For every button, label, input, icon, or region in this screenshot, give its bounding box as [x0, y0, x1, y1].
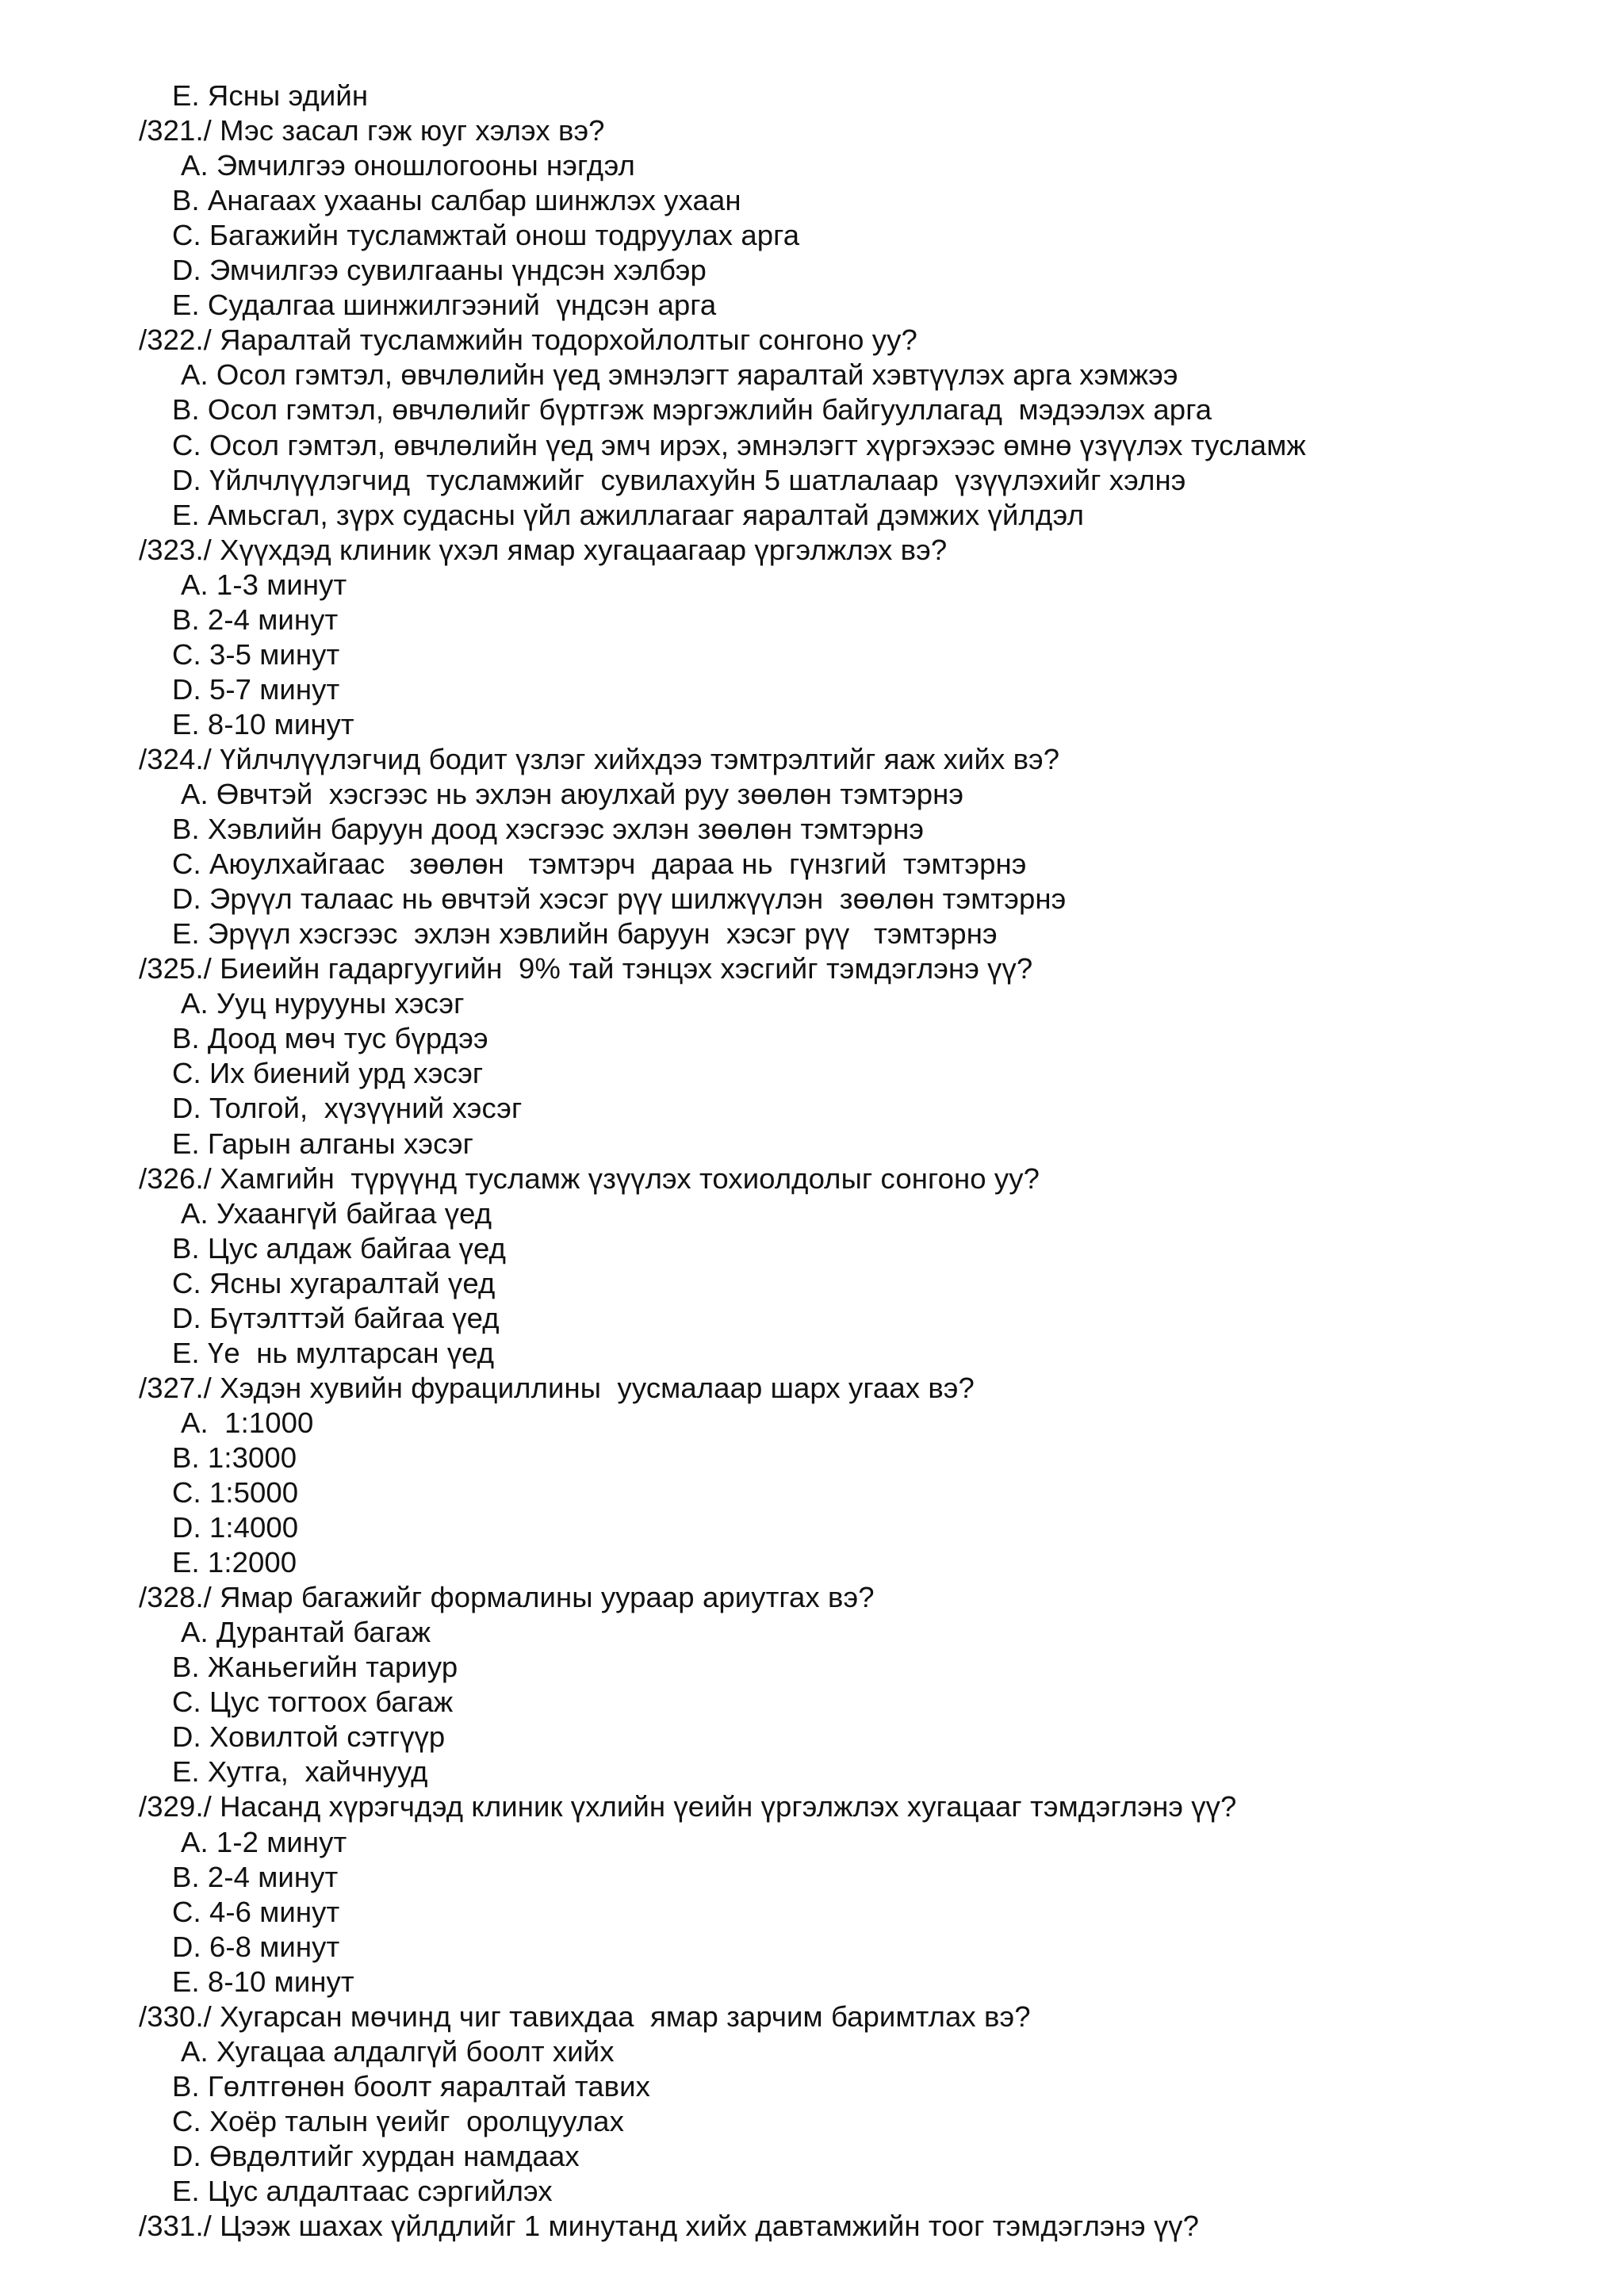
question-stem: /329./ Насанд хүрэгчдэд клиник үхлийн үеийн үргэлжлэх хугацааг тэмдэглэнэ үү?	[139, 1790, 1237, 1823]
question-stem: /326./ Хамгийн түрүүнд тусламж үзүүлэх тохиолдолыг сонгоно уу?	[139, 1161, 1040, 1195]
option-c: C. Их биений урд хэсэг	[172, 1057, 484, 1090]
option-d: D. Эмчилгээ сувилгааны үндсэн хэлбэр	[172, 254, 707, 287]
option-b: B. Жаньегийн тариур	[172, 1651, 458, 1684]
option-c: C. 1:5000	[172, 1476, 299, 1509]
option-c: C. Цус тогтоох багаж	[172, 1686, 454, 1719]
option-e: E. 1:2000	[172, 1546, 297, 1579]
option-b: B. Доод мөч тус бүрдээ	[172, 1022, 488, 1055]
option-b: B. Хэвлийн баруун доод хэсгээс эхлэн зөөлөн тэмтэрнэ	[172, 813, 925, 846]
option-e: E. Үе нь мултарсан үед	[172, 1336, 495, 1369]
option-c: C. Осол гэмтэл, өвчлөлийн үед эмч ирэх, эмнэлэгт хүргэхээс өмнө үзүүлэх тусламж	[172, 428, 1306, 461]
option-b: B. Осол гэмтэл, өвчлөлийг бүртгэж мэргэжлийн байгууллагад мэдээлэх арга	[172, 393, 1212, 427]
question-stem: /327./ Хэдэн хувийн фурациллины уусмалаар шарх угаах вэ?	[139, 1371, 975, 1404]
question-stem: /328./ Ямар багажийг формалины уураар ариутгах вэ?	[139, 1581, 875, 1614]
option-a: A. Дурантай багаж	[181, 1616, 431, 1649]
option-e: E. Ясны эдийн	[172, 79, 369, 112]
option-e: E. Амьсгал, зүрх судасны үйл ажиллагааг яаралтай дэмжих үйлдэл	[172, 498, 1084, 531]
option-b: B. Анагаах ухааны салбар шинжлэх ухаан	[172, 184, 741, 217]
question-stem: /330./ Хугарсан мөчинд чиг тавихдаа ямар зарчим баримтлах вэ?	[139, 1999, 1031, 2033]
option-c: C. Аюулхайгаас зөөлөн тэмтэрч дараа нь гүнзгий тэмтэрнэ	[172, 848, 1027, 881]
option-b: B. 2-4 минут	[172, 1860, 339, 1893]
question-stem: /324./ Үйлчлүүлэгчид бодит үзлэг хийхдээ тэмтрэлтийг яаж хийх вэ?	[139, 742, 1060, 775]
option-a: A. 1-3 минут	[181, 568, 347, 601]
option-a: A. Ухаангүй байгаа үед	[181, 1196, 492, 1230]
option-d: D. Ховилтой сэтгүүр	[172, 1720, 446, 1754]
option-d: D. Эрүүл талаас нь өвчтэй хэсэг рүү шилжүүлэн зөөлөн тэмтэрнэ	[172, 882, 1067, 916]
option-b: B. Гөлтгөнөн боолт яаралтай тавих	[172, 2069, 650, 2103]
option-e: E. Гарын алганы хэсэг	[172, 1127, 473, 1160]
option-c: C. Хоёр талын үеийг оролцуулах	[172, 2104, 624, 2137]
option-a: A. Осол гэмтэл, өвчлөлийн үед эмнэлэгт яаралтай хэвтүүлэх арга хэмжээ	[181, 358, 1178, 392]
option-e: E. 8-10 минут	[172, 1965, 354, 1998]
question-stem: /323./ Хүүхдэд клиник үхэл ямар хугацаагаар үргэлжлэх вэ?	[139, 533, 948, 566]
option-a: A. Хугацаа алдалгүй боолт хийх	[181, 2034, 615, 2068]
question-stem: /325./ Биеийн гадаргуугийн 9% тай тэнцэх хэсгийг тэмдэглэнэ үү?	[139, 952, 1033, 985]
option-a: A. Өвчтэй хэсгээс нь эхлэн аюулхай руу зөөлөн тэмтэрнэ	[181, 778, 964, 810]
option-b: B. 1:3000	[172, 1441, 297, 1474]
question-stem: /331./ Цээж шахах үйлдлийг 1 минутанд хийх давтамжийн тоог тэмдэглэнэ үү?	[139, 2210, 1200, 2243]
question-stem: /321./ Мэс засал гэж юуг хэлэх вэ?	[139, 114, 605, 147]
option-a: A. 1-2 минут	[181, 1825, 347, 1858]
option-e: E. Судалгаа шинжилгээний үндсэн арга	[172, 289, 717, 322]
option-e: E. 8-10 минут	[172, 707, 354, 740]
option-c: C. Ясны хугаралтай үед	[172, 1266, 496, 1299]
option-e: E. Эрүүл хэсгээс эхлэн хэвлийн баруун хэсэг рүү тэмтэрнэ	[172, 917, 998, 951]
option-d: D. Толгой, хүзүүний хэсэг	[172, 1092, 523, 1125]
option-a: A. 1:1000	[181, 1406, 314, 1439]
option-e: E. Хутга, хайчнууд	[172, 1755, 428, 1789]
option-d: D. Бүтэлттэй байгаа үед	[172, 1301, 500, 1334]
option-b: B. 2-4 минут	[172, 603, 339, 636]
option-d: D. 1:4000	[172, 1511, 299, 1544]
option-d: D. 6-8 минут	[172, 1930, 340, 1963]
option-c: C. 3-5 минут	[172, 637, 340, 671]
option-e: E. Цус алдалтаас сэргийлэх	[172, 2175, 553, 2207]
option-d: D. 5-7 минут	[172, 672, 340, 706]
option-d: D. Өвдөлтийг хурдан намдаах	[172, 2139, 580, 2172]
option-d: D. Үйлчлүүлэгчид тусламжийг сувилахуйн 5 шатлалаар үзүүлэхийг хэлнэ	[172, 463, 1186, 496]
option-c: C. Багажийн тусламжтай онош тодруулах арга	[172, 219, 800, 252]
question-stem: /322./ Яаралтай тусламжийн тодорхойлолтыг сонгоно уу?	[139, 323, 917, 357]
option-b: B. Цус алдаж байгаа үед	[172, 1231, 506, 1265]
option-a: A. Ууц нурууны хэсэг	[181, 987, 465, 1020]
option-a: A. Эмчилгээ оношлогооны нэгдэл	[181, 149, 635, 182]
option-c: C. 4-6 минут	[172, 1895, 340, 1928]
